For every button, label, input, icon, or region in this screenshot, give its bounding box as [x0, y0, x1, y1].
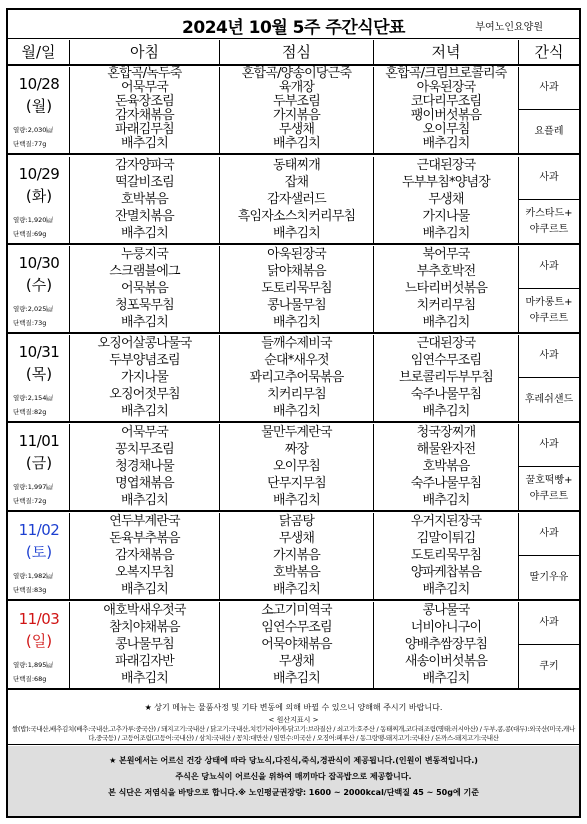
breakfast-cell [70, 157, 220, 243]
breakfast-item: 배추김치 [120, 493, 169, 508]
lunch-cell [220, 67, 374, 153]
lunch-item: 들깨수제비국 [261, 336, 332, 351]
breakfast-item: 감자채볶음 [115, 548, 174, 563]
lunch-cell [220, 513, 374, 599]
snack-cell [519, 424, 579, 510]
lunch-item: 감자샐러드 [267, 192, 326, 207]
menu-sheet [6, 8, 581, 818]
day-protein: 단백질:69g [13, 230, 47, 238]
day-protein: 단백질:82g [13, 408, 47, 416]
lunch-item: 짜장 [284, 442, 309, 457]
breakfast-item: 배추김치 [120, 226, 169, 241]
day-weekday: (월) [25, 97, 53, 115]
title-bar [8, 10, 579, 39]
dinner-item: 임연수무조림 [410, 353, 482, 368]
dinner-item: 청국장찌개 [416, 425, 476, 440]
organization-name: 부여노인요양원 [475, 22, 543, 33]
dinner-item: 치커리무침 [416, 298, 476, 313]
snack-1: 사과 [519, 157, 579, 200]
day-protein: 단백질:77g [13, 140, 47, 148]
day-calories: 열량:2,025㎉ [13, 305, 53, 313]
breakfast-item: 가지나물 [120, 370, 169, 385]
info-line-2: 주식은 당뇨식이 어르신을 위하여 매끼마다 잡곡밥으로 제공합니다. [175, 772, 412, 781]
dinner-item: 오이무침 [422, 122, 470, 137]
lunch-item: 배추김치 [272, 582, 321, 597]
dinner-cell [374, 157, 519, 243]
snack-cell [519, 335, 579, 421]
info-box [8, 746, 579, 816]
snack-cell [519, 67, 579, 153]
dinner-item: 팽이버섯볶음 [410, 108, 482, 123]
breakfast-item: 배추김치 [120, 671, 169, 686]
date-cell [8, 335, 70, 421]
day-calories: 열량:1,997㎉ [13, 483, 53, 491]
snack-2: 요플레 [534, 125, 564, 137]
lunch-item: 호박볶음 [272, 565, 321, 580]
lunch-item: 무생채 [278, 654, 315, 669]
day-calories: 열량:1,982㎉ [13, 572, 53, 580]
date-cell [8, 246, 70, 332]
dinner-item: 배추김치 [422, 404, 470, 419]
lunch-item: 단무지무침 [267, 476, 326, 491]
day-protein: 단백질:72g [13, 497, 47, 505]
lunch-item: 오이무침 [272, 459, 321, 474]
dinner-cell [374, 335, 519, 421]
lunch-item: 임연수무조림 [261, 620, 332, 635]
day-protein: 단백질:83g [13, 586, 47, 594]
breakfast-cell [70, 67, 220, 153]
column-header-snack: 간식 [519, 40, 579, 66]
lunch-item: 가지볶음 [272, 548, 321, 563]
lunch-item: 배추김치 [272, 493, 321, 508]
dinner-item: 두부부침*양념장 [401, 175, 490, 190]
info-line-3: 본 식단은 저염식을 바탕으로 합니다.※ 노인평균권장량: 1600 ~ 2000kcal/단백질 45 ~ 50g에 기준 [108, 788, 479, 797]
lunch-item: 배추김치 [272, 315, 321, 330]
breakfast-item: 배추김치 [120, 136, 169, 151]
breakfast-item: 떡갈비조림 [115, 175, 174, 190]
dinner-cell [374, 513, 519, 599]
dinner-item: 가지나물 [422, 209, 470, 224]
day-row [8, 335, 579, 423]
date-cell [8, 67, 70, 153]
breakfast-item: 배추김치 [120, 404, 169, 419]
snack-2: 딸기우유 [529, 571, 569, 583]
dinner-item: 근대된장국 [416, 158, 476, 173]
snack-1: 사과 [519, 246, 579, 289]
breakfast-item: 연두부계란국 [109, 514, 180, 529]
breakfast-item: 호박볶음 [120, 192, 169, 207]
breakfast-item: 어묵볶음 [120, 281, 169, 296]
lunch-item: 물만두계란국 [261, 425, 332, 440]
day-weekday: (목) [25, 365, 53, 383]
lunch-cell [220, 335, 374, 421]
breakfast-cell [70, 246, 220, 332]
snack-cell [519, 246, 579, 332]
day-row [8, 513, 579, 601]
origin-text: 쌀(밥):국내산,배추김치(배추:국내산,고추가루:중국산) / 돼지고기:국내산 / 닭고기:국내산,치킨가라아게-닭고기:브라질산 / 쇠고기:호주산 / 동태찌개,코다리조림(명태:러시아산) / 두부,콩,콩(대두):외국산(미국,캐나다,중국등) / 고등어조림(고등어:국내산) / 삼치:국내산 / 꽁치:대만산 / 임연수:미국산 / 오징어:페루산 / 동그랑땡-돼지고기:국내산 / 돈까스-돼지고기:국내산 [12, 725, 575, 742]
day-weekday: (금) [25, 454, 53, 472]
dinner-item: 호박볶음 [422, 459, 470, 474]
breakfast-item: 꽁치무조림 [115, 442, 174, 457]
origin-title: < 원산지표시 > [268, 716, 319, 724]
snack-cell [519, 157, 579, 243]
lunch-item: 도토리묵무침 [261, 281, 332, 296]
breakfast-item: 청포묵무침 [115, 298, 174, 313]
breakfast-item: 콩나물무침 [115, 637, 174, 652]
dinner-item: 근대된장국 [416, 336, 476, 351]
breakfast-item: 오복지무침 [115, 565, 174, 580]
day-date: 10/31 [18, 343, 60, 361]
page-title: 2024년 10월 5주 주간식단표 [182, 18, 405, 38]
dinner-item: 숙주나물무침 [410, 387, 482, 402]
dinner-item: 김말이튀김 [416, 531, 476, 546]
breakfast-item: 돈육부추볶음 [109, 531, 180, 546]
info-line-1: ★ 본원에서는 어르신 건강 상태에 따라 당뇨식,다진식,죽식,경관식이 제공됩니다.(인원이 변동적입니다.) [109, 756, 478, 765]
dinner-item: 혼합곡/크림브로콜리죽 [385, 66, 507, 81]
breakfast-item: 파래김자반 [115, 654, 174, 669]
breakfast-item: 잔멸치볶음 [115, 209, 174, 224]
breakfast-item: 감자양파국 [115, 158, 174, 173]
lunch-item: 동태찌개 [272, 158, 321, 173]
dinner-item: 너비아니구이 [410, 620, 482, 635]
breakfast-item: 오징어젓무침 [109, 387, 180, 402]
date-cell [8, 157, 70, 243]
lunch-item: 무생채 [278, 122, 315, 137]
day-weekday: (화) [25, 187, 53, 205]
snack-cell [519, 602, 579, 688]
dinner-item: 새송이버섯볶음 [404, 654, 488, 669]
day-row [8, 424, 579, 512]
lunch-cell [220, 602, 374, 688]
dinner-cell [374, 246, 519, 332]
lunch-cell [220, 424, 374, 510]
day-date: 10/30 [18, 254, 60, 272]
lunch-item: 소고기미역국 [261, 603, 332, 618]
breakfast-item: 명엽채볶음 [115, 476, 174, 491]
day-row [8, 67, 579, 155]
breakfast-item: 어묵무국 [120, 80, 169, 95]
day-protein: 단백질:73g [13, 319, 47, 327]
day-row [8, 246, 579, 334]
snack-1: 사과 [519, 602, 579, 645]
day-date: 11/03 [18, 610, 60, 628]
snack-2: 쿠키 [539, 660, 559, 672]
dinner-item: 배추김치 [422, 136, 470, 151]
day-calories: 열량:2,154㎉ [13, 394, 53, 402]
lunch-item: 순대*새우젓 [264, 353, 329, 368]
breakfast-item: 파래김무침 [115, 122, 174, 137]
breakfast-item: 두부양념조림 [109, 353, 180, 368]
breakfast-item: 배추김치 [120, 582, 169, 597]
lunch-item: 닭곰탕 [278, 514, 315, 529]
lunch-item: 배추김치 [272, 671, 321, 686]
snack-cell [519, 513, 579, 599]
day-date: 10/28 [18, 75, 60, 93]
dinner-cell [374, 602, 519, 688]
dinner-item: 코다리무조림 [410, 94, 482, 109]
breakfast-cell [70, 602, 220, 688]
lunch-item: 아욱된장국 [267, 247, 326, 262]
breakfast-item: 참치야채볶음 [109, 620, 180, 635]
dinner-item: 도토리묵무침 [410, 548, 482, 563]
day-calories: 열량:1,895㎉ [13, 661, 53, 669]
lunch-item: 배추김치 [272, 226, 321, 241]
snack-1: 사과 [519, 67, 579, 110]
date-cell [8, 424, 70, 510]
breakfast-item: 애호박새우젓국 [103, 603, 186, 618]
dinner-item: 부추호박전 [416, 264, 476, 279]
dinner-item: 배추김치 [422, 493, 470, 508]
breakfast-item: 청경채나물 [115, 459, 174, 474]
breakfast-item: 오징어살콩나물국 [97, 336, 192, 351]
lunch-item: 육개장 [278, 80, 315, 95]
lunch-item: 가지볶음 [272, 108, 321, 123]
snack-2: 마카롱트+ 야쿠르트 [525, 296, 573, 324]
lunch-item: 치커리무침 [267, 387, 326, 402]
lunch-item: 잡채 [284, 175, 309, 190]
snack-2: 후레쉬샌드 [524, 393, 574, 405]
dinner-item: 배추김치 [422, 671, 470, 686]
dinner-item: 해물완자전 [416, 442, 476, 457]
lunch-cell [220, 157, 374, 243]
dinner-item: 느타리버섯볶음 [404, 281, 488, 296]
snack-1: 사과 [519, 513, 579, 556]
column-header-date: 월/일 [8, 40, 70, 66]
lunch-item: 꽈리고추어묵볶음 [249, 370, 344, 385]
day-protein: 단백질:68g [13, 675, 47, 683]
lunch-item: 콩나물무침 [267, 298, 326, 313]
date-cell [8, 602, 70, 688]
day-calories: 열량:1,920㎉ [13, 216, 53, 224]
dinner-cell [374, 67, 519, 153]
breakfast-item: 스크램블에그 [109, 264, 180, 279]
dinner-item: 무생채 [428, 192, 464, 207]
dinner-item: 양파케찹볶음 [410, 565, 482, 580]
dinner-item: 양배추쌈장무침 [404, 637, 488, 652]
lunch-cell [220, 246, 374, 332]
snack-2: 꿀호떡빵+ 야쿠르트 [525, 474, 573, 502]
column-header-breakfast: 아침 [70, 40, 220, 66]
breakfast-item: 감자채볶음 [115, 108, 174, 123]
lunch-item: 어묵야채볶음 [261, 637, 332, 652]
day-date: 11/01 [18, 432, 60, 450]
breakfast-item: 어묵무국 [120, 425, 169, 440]
dinner-item: 아욱된장국 [416, 80, 476, 95]
change-notice: ★ 상기 메뉴는 물품사정 및 기타 변동에 의해 바뀔 수 있으니 양해해 주시기 바랍니다. [144, 703, 443, 712]
day-weekday: (수) [25, 276, 53, 294]
lunch-item: 두부조림 [272, 94, 321, 109]
date-cell [8, 513, 70, 599]
dinner-item: 배추김치 [422, 226, 470, 241]
lunch-item: 혼합곡/양송이당근죽 [241, 66, 352, 81]
column-header-lunch: 점심 [220, 40, 374, 66]
dinner-item: 숙주나물무침 [410, 476, 482, 491]
lunch-item: 흑임자소스치커리무침 [237, 209, 356, 224]
day-row [8, 602, 579, 690]
dinner-item: 북어무국 [422, 247, 470, 262]
column-header-dinner: 저녁 [374, 40, 519, 66]
dinner-item: 우거지된장국 [410, 514, 482, 529]
breakfast-cell [70, 335, 220, 421]
dinner-item: 브로콜리두부무침 [398, 370, 494, 385]
dinner-cell [374, 424, 519, 510]
breakfast-item: 돈육장조림 [115, 94, 174, 109]
dinner-item: 콩나물국 [422, 603, 470, 618]
day-weekday: (일) [25, 632, 53, 650]
snack-2: 카스타드+ 야쿠르트 [525, 207, 573, 235]
footer-notice [8, 699, 579, 745]
day-date: 10/29 [18, 165, 60, 183]
breakfast-cell [70, 513, 220, 599]
day-calories: 열량:2,030㎉ [13, 126, 53, 134]
snack-1: 사과 [519, 424, 579, 467]
breakfast-item: 배추김치 [120, 315, 169, 330]
snack-1: 사과 [519, 335, 579, 378]
lunch-item: 무생채 [278, 531, 315, 546]
breakfast-item: 누룽지국 [120, 247, 169, 262]
lunch-item: 배추김치 [272, 404, 321, 419]
day-date: 11/02 [18, 521, 60, 539]
breakfast-cell [70, 424, 220, 510]
day-weekday: (토) [25, 543, 53, 561]
day-row [8, 157, 579, 245]
dinner-item: 배추김치 [422, 315, 470, 330]
dinner-item: 배추김치 [422, 582, 470, 597]
lunch-item: 배추김치 [272, 136, 321, 151]
lunch-item: 닭야채볶음 [267, 264, 326, 279]
breakfast-item: 혼합곡/녹두죽 [107, 66, 182, 81]
